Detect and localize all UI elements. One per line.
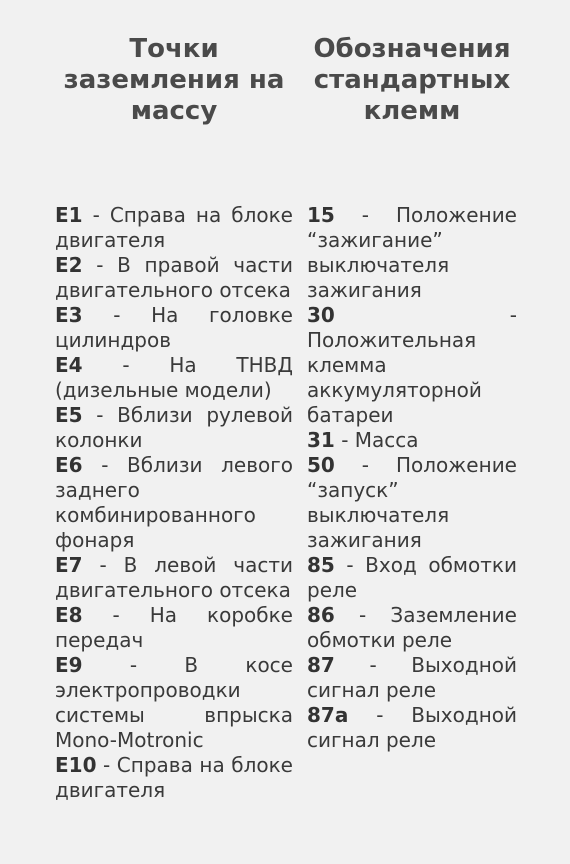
list-item [307, 428, 517, 453]
entry-text: - На головке цилиндров [55, 303, 293, 352]
entry-text: - В левой части двигательного отсека [55, 553, 293, 602]
list-item [55, 403, 293, 453]
entry-text: - Справа на блоке двигателя [55, 203, 293, 252]
terminal-designations-heading: Обозначения стандартных клемм [313, 34, 511, 126]
list-item [55, 653, 293, 753]
list-item [307, 453, 517, 553]
entry-text: - Масса [334, 428, 419, 452]
grounding-points-list [55, 203, 293, 803]
entry-text: - Вблизи левого заднего комбинированного фонаря [55, 453, 293, 552]
list-item [307, 303, 517, 428]
entry-text: - Положительная клемма аккумуляторной батареи [307, 303, 517, 427]
list-item [55, 753, 293, 803]
entry-code: E6 [55, 453, 83, 477]
list-item [307, 203, 517, 303]
list-item [307, 553, 517, 603]
entry-text: - Справа на блоке двигателя [55, 753, 293, 802]
list-item [55, 353, 293, 403]
entry-code: E4 [55, 353, 83, 377]
entry-code: E10 [55, 753, 97, 777]
entry-code: E3 [55, 303, 83, 327]
entry-code: E1 [55, 203, 83, 227]
entry-code: E8 [55, 603, 83, 627]
entry-text: - Положение “запуск” выключателя зажигания [307, 453, 517, 552]
list-item [307, 603, 517, 653]
list-item [307, 653, 517, 703]
entry-code: 50 [307, 453, 335, 477]
entry-text: - Вблизи рулевой колонки [55, 403, 293, 452]
entry-code: 85 [307, 553, 335, 577]
entry-code: 86 [307, 603, 335, 627]
entry-code: 15 [307, 203, 335, 227]
entry-text: - На ТНВД (дизельные модели) [55, 353, 293, 402]
list-item [55, 553, 293, 603]
entry-text: - Заземление обмотки реле [307, 603, 517, 652]
list-item [307, 703, 517, 753]
entry-text: - В косе электропроводки системы впрыска Mono-Motronic [55, 653, 293, 752]
entry-code: E2 [55, 253, 83, 277]
entry-text: - Выходной сигнал реле [307, 653, 517, 702]
entry-text: - Вход обмотки реле [307, 553, 517, 602]
entry-code: E5 [55, 403, 83, 427]
entry-code: E9 [55, 653, 83, 677]
entry-code: E7 [55, 553, 83, 577]
grounding-points-heading: Точки заземления на массу [63, 34, 285, 126]
entry-code: 87a [307, 703, 349, 727]
entry-code: 87 [307, 653, 335, 677]
list-item [55, 203, 293, 253]
entry-text: - Выходной сигнал реле [307, 703, 517, 752]
entry-text: - Положение “зажигание” выключателя зажигания [307, 203, 517, 302]
list-item [55, 253, 293, 303]
entry-code: 31 [307, 428, 335, 452]
list-item [55, 303, 293, 353]
list-item [55, 603, 293, 653]
list-item [55, 453, 293, 553]
terminal-designations-list [307, 203, 517, 753]
entry-text: - В правой части двигательного отсека [55, 253, 293, 302]
entry-text: - На коробке передач [55, 603, 293, 652]
entry-code: 30 [307, 303, 335, 327]
